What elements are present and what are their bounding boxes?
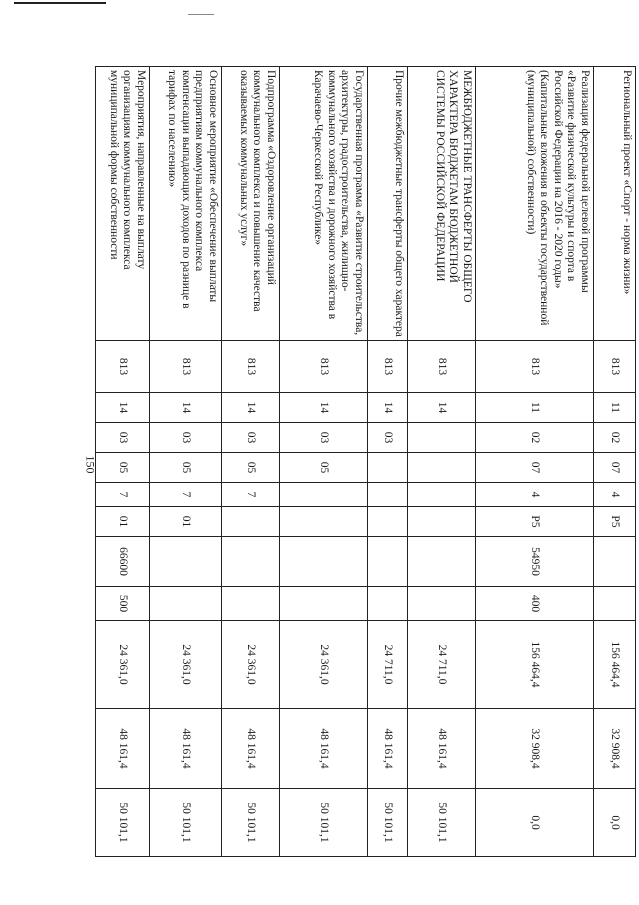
- amount-year1-cell: 24 361,0: [280, 621, 368, 709]
- budget-table-area: [107, 66, 636, 856]
- subsection-code-cell: 03: [150, 423, 222, 453]
- subprogram-code-cell: 7: [96, 483, 150, 507]
- program-code-cell: 05: [96, 453, 150, 483]
- grbs-code-cell: 813: [476, 341, 594, 393]
- amount-year2-cell: 48 161,4: [150, 709, 222, 789]
- expense-type-cell: [222, 587, 280, 621]
- section-code-cell: 11: [476, 393, 594, 423]
- subsection-code-cell: 02: [594, 423, 636, 453]
- direction-code-cell: [222, 537, 280, 587]
- direction-code-cell: [594, 537, 636, 587]
- amount-year3-cell: 50 101,1: [96, 789, 150, 857]
- table-row: [476, 67, 594, 857]
- direction-code-cell: [280, 537, 368, 587]
- table-row: [368, 67, 408, 857]
- table-row: [150, 67, 222, 857]
- direction-code-cell: [150, 537, 222, 587]
- expense-type-cell: 400: [476, 587, 594, 621]
- program-code-cell: 07: [594, 453, 636, 483]
- budget-table: [95, 66, 636, 857]
- scan-artifact-line: [188, 14, 214, 15]
- row-name-cell: Государственная программа «Развитие строительства, архитектуры, градостроительства, жилищно-коммунального хозяйства и дорожного хозяйства в Карачаево-Черкесской Республике»: [280, 67, 368, 341]
- section-code-cell: 14: [280, 393, 368, 423]
- amount-year3-cell: 50 101,1: [368, 789, 408, 857]
- amount-year3-cell: 0,0: [594, 789, 636, 857]
- amount-year3-cell: 50 101,1: [280, 789, 368, 857]
- expense-type-cell: [368, 587, 408, 621]
- grbs-code-cell: 813: [408, 341, 476, 393]
- direction-code-cell: 54950: [476, 537, 594, 587]
- event-code-cell: P5: [594, 507, 636, 537]
- program-code-cell: [408, 453, 476, 483]
- expense-type-cell: [280, 587, 368, 621]
- row-name-cell: Региональный проект «Спорт - норма жизни»: [594, 67, 636, 341]
- amount-year2-cell: 48 161,4: [280, 709, 368, 789]
- table-row: [280, 67, 368, 857]
- direction-code-cell: 66600: [96, 537, 150, 587]
- subsection-code-cell: 03: [222, 423, 280, 453]
- table-row: [222, 67, 280, 857]
- amount-year1-cell: 24 361,0: [222, 621, 280, 709]
- scan-artifact-line: [14, 2, 106, 4]
- program-code-cell: [368, 453, 408, 483]
- amount-year3-cell: 50 101,1: [150, 789, 222, 857]
- amount-year3-cell: 50 101,1: [222, 789, 280, 857]
- event-code-cell: P5: [476, 507, 594, 537]
- grbs-code-cell: 813: [594, 341, 636, 393]
- section-code-cell: 14: [408, 393, 476, 423]
- subsection-code-cell: 03: [368, 423, 408, 453]
- amount-year1-cell: 24 361,0: [96, 621, 150, 709]
- row-name-cell: Основное мероприятие «Обеспечение выплаты предприятиям коммунального комплекса компенсации выпадающих доходов по разнице в тарифах по населению»: [150, 67, 222, 341]
- table-row: [408, 67, 476, 857]
- event-code-cell: 01: [150, 507, 222, 537]
- program-code-cell: 05: [280, 453, 368, 483]
- subsection-code-cell: 03: [280, 423, 368, 453]
- amount-year2-cell: 48 161,4: [408, 709, 476, 789]
- section-code-cell: 14: [150, 393, 222, 423]
- event-code-cell: [280, 507, 368, 537]
- amount-year1-cell: 156 464,4: [594, 621, 636, 709]
- expense-type-cell: [150, 587, 222, 621]
- expense-type-cell: 500: [96, 587, 150, 621]
- amount-year1-cell: 24 711,0: [368, 621, 408, 709]
- section-code-cell: 14: [368, 393, 408, 423]
- event-code-cell: [222, 507, 280, 537]
- event-code-cell: 01: [96, 507, 150, 537]
- row-name-cell: Реализация федеральной целевой программы «Развитие физической культуры и спорта в Российской Федерации на 2016 - 2020 годы» (Капитальные вложения в объекты государственной (муниципальной) собственности): [476, 67, 594, 341]
- section-code-cell: 14: [96, 393, 150, 423]
- expense-type-cell: [408, 587, 476, 621]
- grbs-code-cell: 813: [96, 341, 150, 393]
- amount-year2-cell: 32 908,4: [476, 709, 594, 789]
- subsection-code-cell: 03: [96, 423, 150, 453]
- rotated-table-container: [107, 66, 636, 856]
- program-code-cell: 05: [150, 453, 222, 483]
- subprogram-code-cell: 7: [150, 483, 222, 507]
- amount-year2-cell: 48 161,4: [96, 709, 150, 789]
- row-name-cell: МЕЖБЮДЖЕТНЫЕ ТРАНСФЕРТЫ ОБЩЕГО ХАРАКТЕРА БЮДЖЕТАМ БЮДЖЕТНОЙ СИСТЕМЫ РОССИЙСКОЙ ФЕДЕРАЦИИ: [408, 67, 476, 341]
- program-code-cell: 07: [476, 453, 594, 483]
- event-code-cell: [408, 507, 476, 537]
- amount-year1-cell: 24 361,0: [150, 621, 222, 709]
- expense-type-cell: [594, 587, 636, 621]
- subprogram-code-cell: [368, 483, 408, 507]
- table-row: [594, 67, 636, 857]
- grbs-code-cell: 813: [222, 341, 280, 393]
- subprogram-code-cell: 4: [594, 483, 636, 507]
- subprogram-code-cell: 7: [222, 483, 280, 507]
- page-number: 150: [83, 455, 98, 474]
- section-code-cell: 14: [222, 393, 280, 423]
- table-row: [96, 67, 150, 857]
- grbs-code-cell: 813: [368, 341, 408, 393]
- subsection-code-cell: 02: [476, 423, 594, 453]
- amount-year3-cell: 0,0: [476, 789, 594, 857]
- grbs-code-cell: 813: [280, 341, 368, 393]
- subprogram-code-cell: [280, 483, 368, 507]
- amount-year2-cell: 48 161,4: [222, 709, 280, 789]
- subprogram-code-cell: 4: [476, 483, 594, 507]
- amount-year1-cell: 156 464,4: [476, 621, 594, 709]
- section-code-cell: 11: [594, 393, 636, 423]
- subprogram-code-cell: [408, 483, 476, 507]
- direction-code-cell: [368, 537, 408, 587]
- amount-year3-cell: 50 101,1: [408, 789, 476, 857]
- amount-year2-cell: 32 908,4: [594, 709, 636, 789]
- subsection-code-cell: [408, 423, 476, 453]
- row-name-cell: Прочие межбюджетные трансферты общего характера: [368, 67, 408, 341]
- event-code-cell: [368, 507, 408, 537]
- grbs-code-cell: 813: [150, 341, 222, 393]
- row-name-cell: Мероприятия, направленные на выплату организациям коммунального комплекса муниципальной формы собственности: [96, 67, 150, 341]
- amount-year2-cell: 48 161,4: [368, 709, 408, 789]
- direction-code-cell: [408, 537, 476, 587]
- program-code-cell: 05: [222, 453, 280, 483]
- row-name-cell: Подпрограмма «Оздоровление организаций коммунального комплекса и повышение качества оказываемых коммунальных услуг»: [222, 67, 280, 341]
- amount-year1-cell: 24 711,0: [408, 621, 476, 709]
